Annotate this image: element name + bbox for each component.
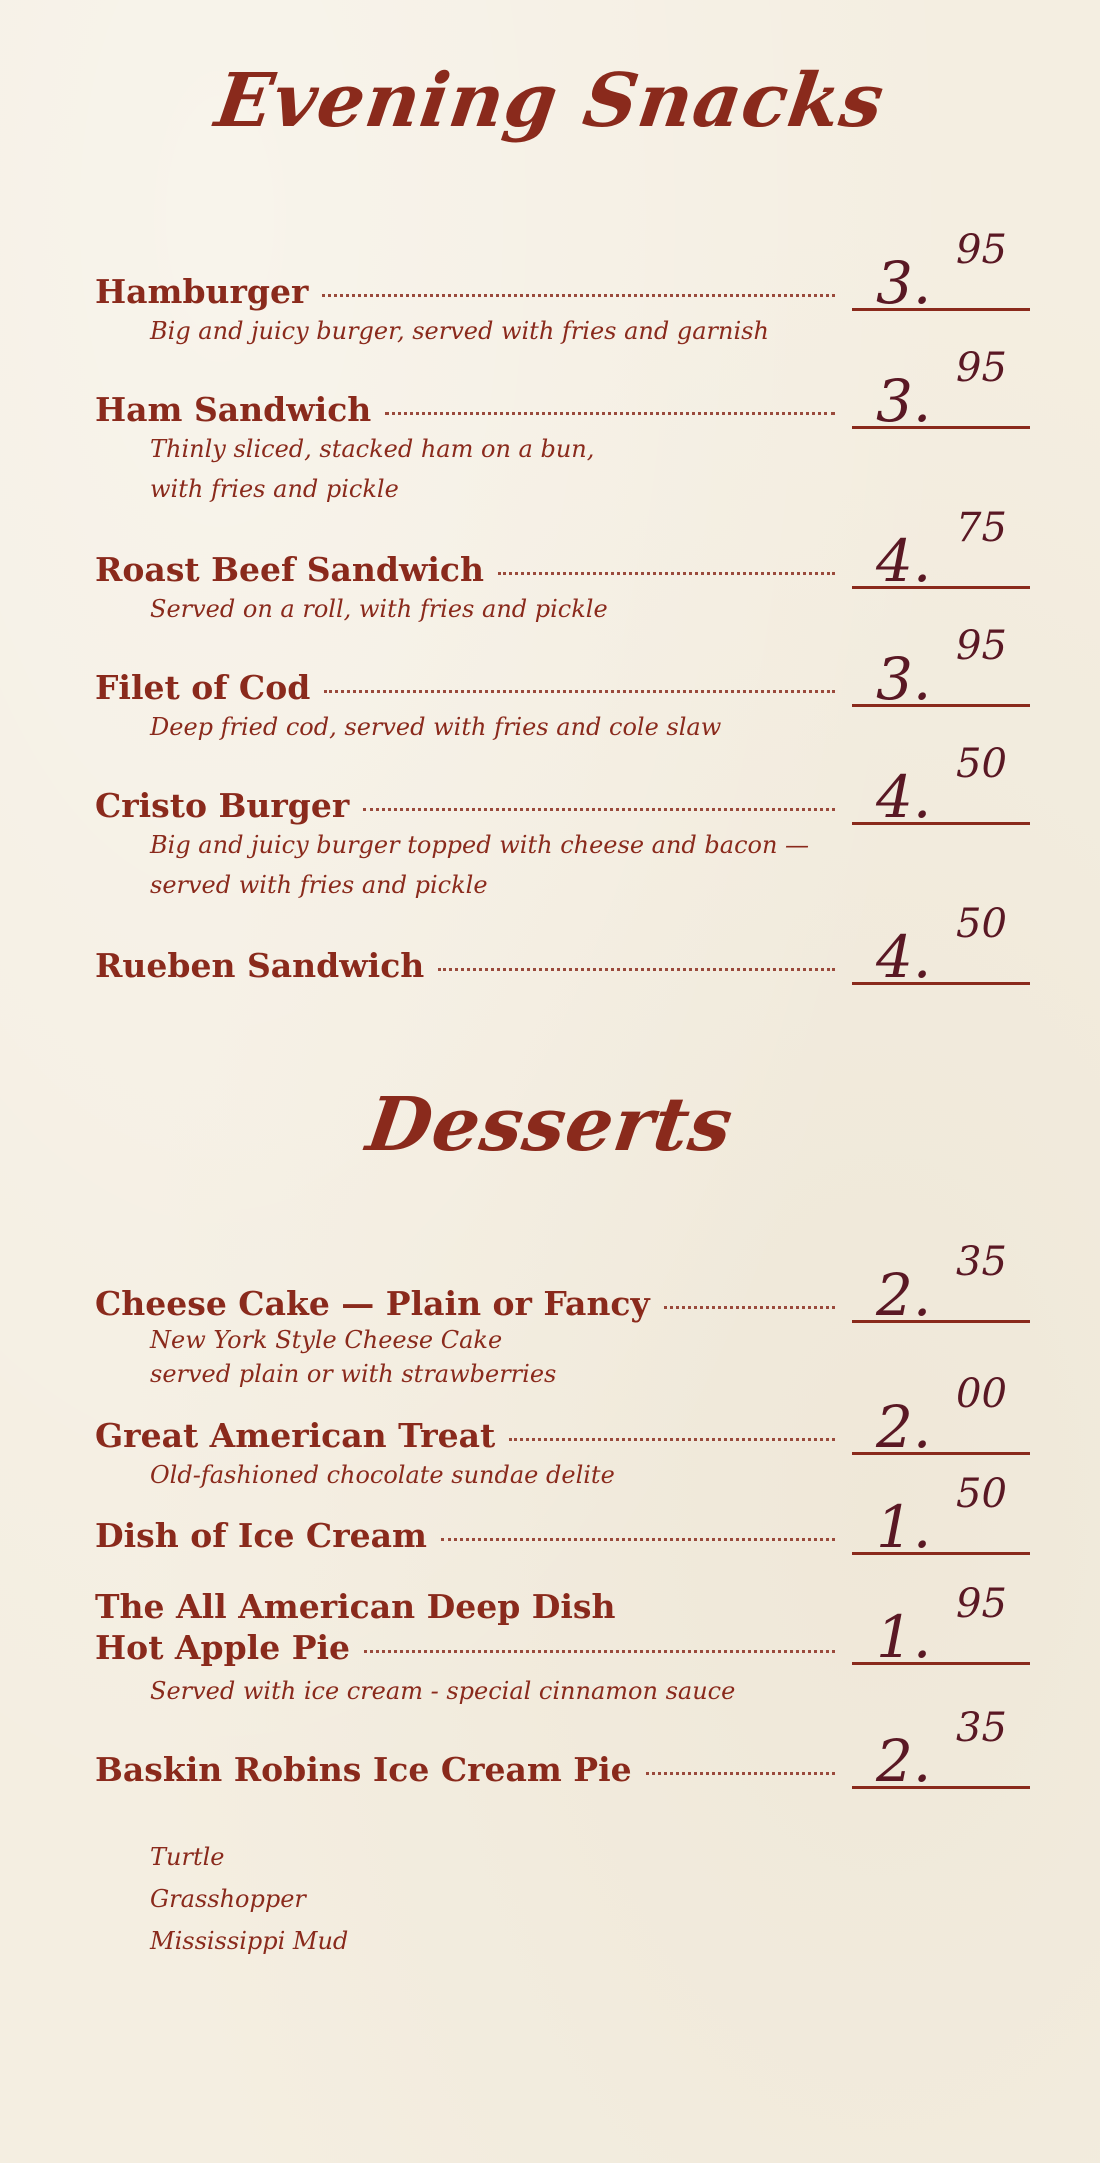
dot-leader [441,1538,835,1541]
price-cents: 75 [956,505,1007,551]
item-description: Thinly sliced, stacked ham on a bun, [150,435,595,463]
evening-snacks-title: Evening Snacks [210,58,890,144]
price-hamburger [852,227,1030,317]
item-description: with fries and pickle [150,475,399,503]
item-name: Filet of Cod [95,668,311,707]
price-dollars: 1. [876,1493,932,1561]
item-name-line-1: The All American Deep Dish [95,1587,616,1626]
price-roast-beef-sandwich [852,505,1030,595]
price-cents: 50 [956,1471,1007,1517]
menu-item-filet-of-cod [95,668,835,747]
dot-leader [363,808,835,811]
dot-leader [322,294,835,297]
flavor-item: Mississippi Mud [150,1927,349,1955]
price-cents: 35 [956,1705,1007,1751]
menu-item-hamburger [95,272,835,351]
flavor-item: Grasshopper [150,1885,306,1913]
price-dollars: 2. [876,1393,932,1461]
price-hot-apple-pie [852,1581,1030,1671]
item-name: Dish of Ice Cream [95,1516,427,1555]
dot-leader [646,1772,835,1775]
menu-item-ham-sandwich [95,390,835,509]
price-ham-sandwich [852,345,1030,435]
item-name: Cristo Burger [95,786,350,825]
item-name: Cheese Cake — Plain or Fancy [95,1284,650,1323]
price-rueben-sandwich [852,901,1030,991]
pie-flavor-list [150,1836,348,1962]
flavor-item: Turtle [150,1843,225,1871]
menu-item-roast-beef-sandwich [95,550,835,629]
item-name: Roast Beef Sandwich [95,550,485,589]
item-description: Served on a roll, with fries and pickle [150,595,608,623]
dot-leader [498,572,835,575]
menu-item-rueben-sandwich [95,946,835,985]
price-dollars: 3. [876,249,932,317]
price-dollars: 2. [876,1727,932,1795]
dot-leader [324,690,835,693]
price-cents: 50 [956,741,1007,787]
price-cents: 95 [956,623,1007,669]
menu-item-hot-apple-pie [95,1586,835,1711]
item-description: served with fries and pickle [150,871,488,899]
item-description: Big and juicy burger topped with cheese and bacon — [150,831,810,859]
dot-leader [364,1650,835,1653]
item-name-line-2: Hot Apple Pie [95,1628,351,1667]
price-cents: 35 [956,1239,1007,1285]
price-cents: 95 [956,345,1007,391]
price-dish-of-ice-cream [852,1471,1030,1561]
item-name: Great American Treat [95,1416,496,1455]
menu-item-cristo-burger [95,786,835,905]
menu-item-great-american-treat [95,1416,835,1495]
item-name: Baskin Robins Ice Cream Pie [95,1750,632,1789]
price-dollars: 4. [876,923,932,991]
item-description: Big and juicy burger, served with fries and garnish [150,317,769,345]
item-description: served plain or with strawberries [150,1360,557,1388]
item-name: Ham Sandwich [95,390,372,429]
price-dollars: 4. [876,763,932,831]
item-description: New York Style Cheese Cake [150,1326,503,1354]
item-description: Served with ice cream - special cinnamon sauce [150,1677,736,1705]
price-dollars: 1. [876,1603,932,1671]
price-dollars: 3. [876,367,932,435]
price-baskin-robins-ice-cream-pie [852,1705,1030,1795]
price-cents: 95 [956,1581,1007,1627]
item-description: Deep fried cod, served with fries and cole slaw [150,713,722,741]
dot-leader [664,1306,835,1309]
dot-leader [438,968,835,971]
price-filet-of-cod [852,623,1030,713]
item-name: Hamburger [95,272,309,311]
price-cents: 95 [956,227,1007,273]
dot-leader [509,1438,835,1441]
item-description: Old-fashioned chocolate sundae delite [150,1461,615,1489]
price-cheese-cake [852,1239,1030,1329]
price-dollars: 3. [876,645,932,713]
price-dollars: 2. [876,1261,932,1329]
item-name: Rueben Sandwich [95,946,425,985]
menu-item-baskin-robins-ice-cream-pie [95,1750,835,1789]
price-dollars: 4. [876,527,932,595]
menu-item-dish-of-ice-cream [95,1516,835,1555]
price-great-american-treat [852,1371,1030,1461]
dot-leader [385,412,835,415]
price-cents: 50 [956,901,1007,947]
price-cents: 00 [956,1371,1007,1417]
price-cristo-burger [852,741,1030,831]
menu-item-cheese-cake [95,1284,835,1391]
desserts-title: Desserts [361,1082,739,1168]
